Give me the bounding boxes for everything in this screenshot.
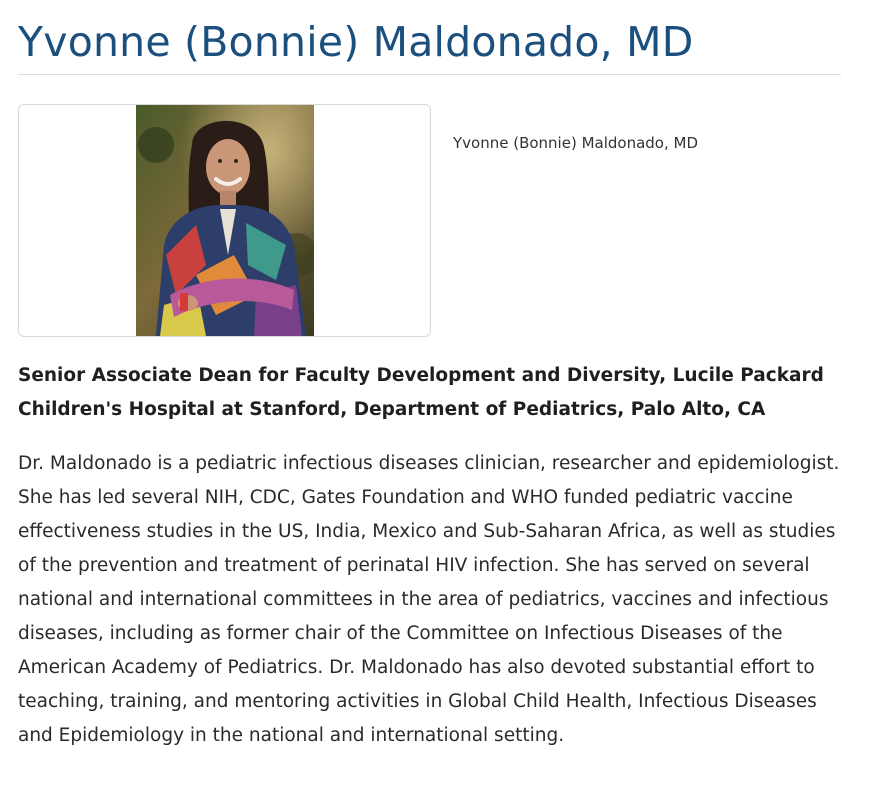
page-title: Yvonne (Bonnie) Maldonado, MD [18, 18, 694, 66]
photo-caption: Yvonne (Bonnie) Maldonado, MD [453, 134, 699, 152]
title-divider [18, 74, 841, 75]
position-title: Senior Associate Dean for Faculty Development and Diversity, Lucile Packard Children's Hospital at Stanford, Department of Pediatrics, Palo Alto, CA [18, 365, 824, 420]
portrait-photo [136, 105, 314, 336]
biography-text: Dr. Maldonado is a pediatric infectious diseases clinician, researcher and epidemiologist. She has led several NIH, CDC, Gates Foundation and WHO funded pediatric vaccine effectiveness studies in the US, India, Mexico and Sub-Saharan Africa, as well as studies of the prevention and treatment of perinatal HIV infection. She has served on several national and international committees in the area of pediatrics, vaccines and infectious diseases, including as former chair of the Committee on Infectious Diseases of the American Academy of Pediatrics. Dr. Maldonado has also devoted substantial effort to teaching, training, and mentoring activities in Global Child Health, Infectious Diseases and Epidemiology in the national and international setting. [18, 453, 840, 746]
photo-card [18, 104, 431, 337]
